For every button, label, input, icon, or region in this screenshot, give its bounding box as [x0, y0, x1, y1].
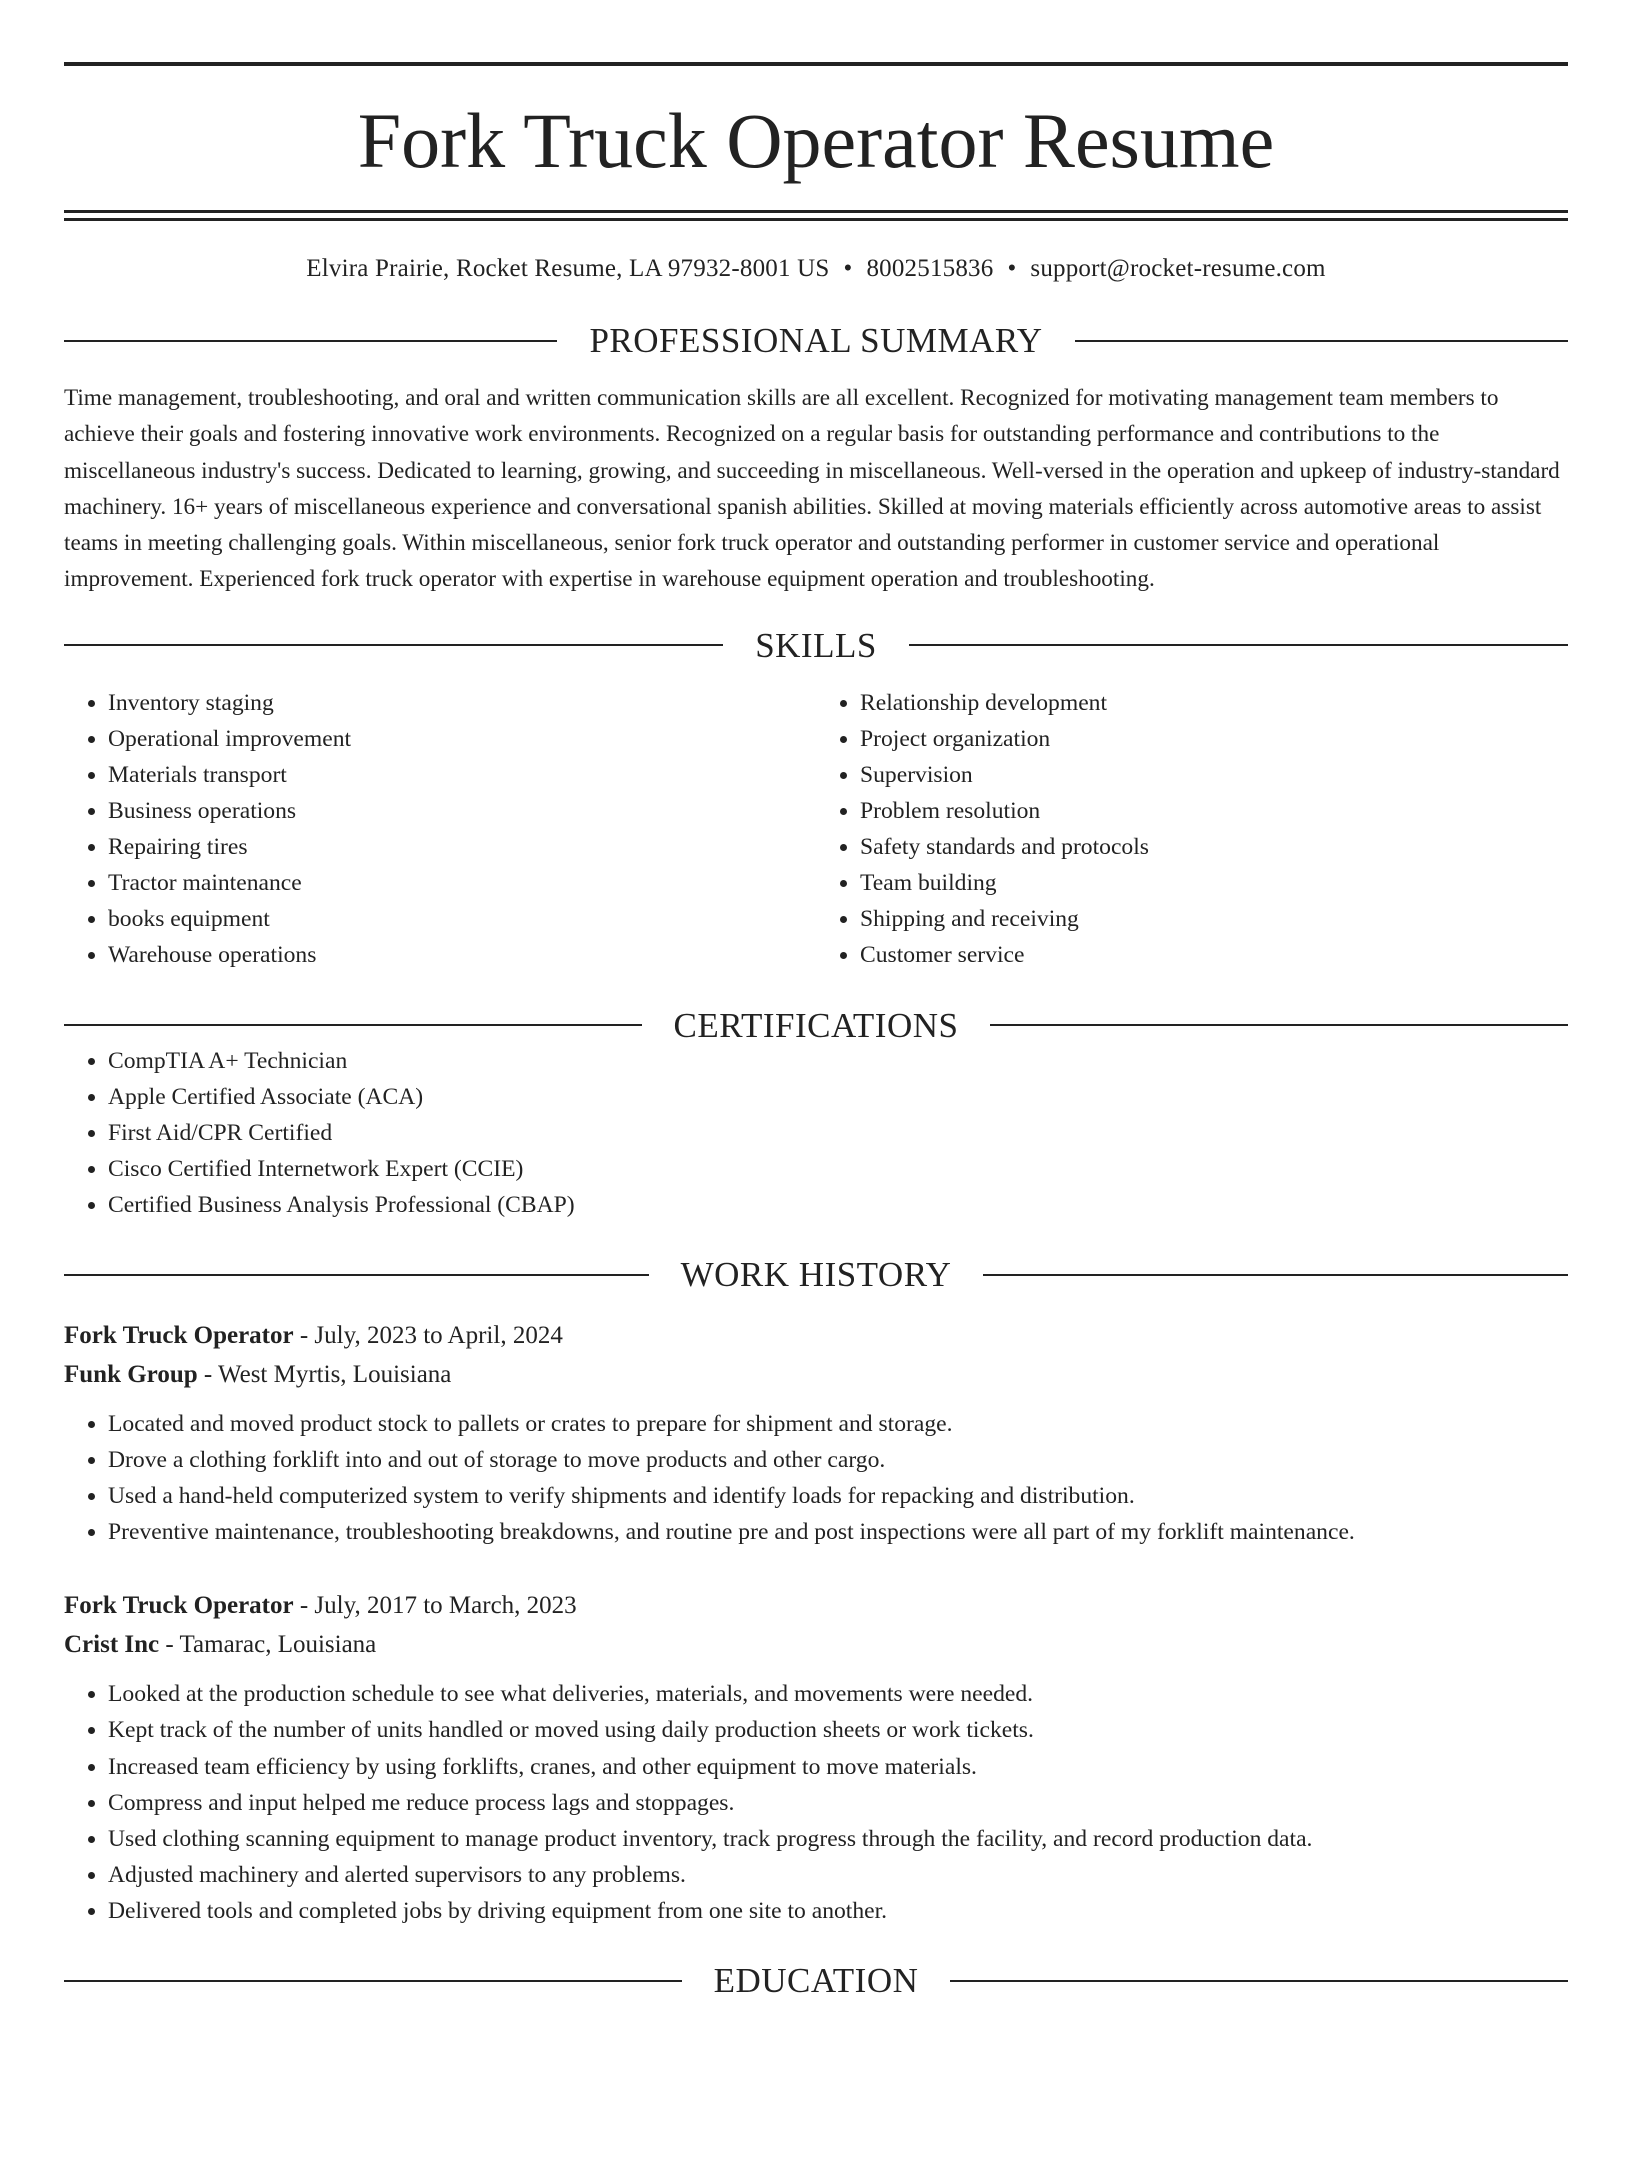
job-location: - Tamarac, Louisiana	[159, 1631, 377, 1659]
list-item: • Customer service	[860, 937, 1568, 973]
list-item: • Kept track of the number of units handled or moved using daily production sheets or work tickets.	[108, 1712, 1568, 1748]
list-item: • Looked at the production schedule to see what deliveries, materials, and movements were needed.	[108, 1676, 1568, 1712]
list-item: • books equipment	[108, 901, 816, 937]
job-company: Crist Inc	[64, 1631, 160, 1659]
contact-separator: •	[843, 255, 853, 282]
job-bullets	[64, 1676, 1568, 1929]
list-item: • Materials transport	[108, 757, 816, 793]
contact-address: Elvira Prairie, Rocket Resume, LA 97932-8001 US	[306, 255, 830, 282]
list-item: • Team building	[860, 865, 1568, 901]
list-item: • Located and moved product stock to pallets or crates to prepare for shipment and storage.	[108, 1406, 1568, 1442]
list-item: • Delivered tools and completed jobs by driving equipment from one site to another.	[108, 1893, 1568, 1929]
job-company-line	[64, 1355, 1568, 1394]
list-item: • Adjusted machinery and alerted supervisors to any problems.	[108, 1857, 1568, 1893]
section-heading-summary	[64, 323, 1568, 358]
resume-title: Fork Truck Operator Resume	[357, 97, 1275, 184]
contact-phone: 8002515836	[866, 255, 994, 282]
section-heading-skills	[64, 625, 1568, 665]
list-item: • Preventive maintenance, troubleshooting breakdowns, and routine pre and post inspections were all part of my forklift maintenance.	[108, 1514, 1568, 1550]
job-dates: - July, 2017 to March, 2023	[293, 1592, 577, 1620]
section-title: PROFESSIONAL SUMMARY	[589, 321, 1043, 360]
job-title: Fork Truck Operator	[64, 1322, 294, 1349]
job-bullets	[64, 1406, 1568, 1550]
list-item: • Business operations	[108, 793, 816, 829]
skills-column-left	[64, 685, 816, 974]
professional-summary: Time management, troubleshooting, and oral and written communication skills are all excellent. Recognized for motivating management team members to achieve their goals and fostering innovative work environments. Recognized on a regular basis for outstanding performance and contributions to the miscellaneous industry's success. Dedicated to learning, growing, and succeeding in miscellaneous. Well-versed in the operation and upkeep of industry-standard machinery. 16+ years of miscellaneous experience and conversational spanish abilities. Skilled at moving materials efficiently across automotive areas to assist teams in meeting challenging goals. Within miscellaneous, senior fork truck operator and outstanding performer in customer service and operational improvement. Experienced fork truck operator with expertise in warehouse equipment operation and troubleshooting.	[64, 385, 1560, 593]
job-location: - West Myrtis, Louisiana	[197, 1361, 452, 1388]
list-item: • Project organization	[860, 721, 1568, 757]
section-title: EDUCATION	[713, 1961, 919, 2001]
list-item: • Cisco Certified Internetwork Expert (CCIE)	[108, 1151, 1568, 1187]
list-item: • First Aid/CPR Certified	[108, 1115, 1568, 1151]
skills-list	[64, 685, 1568, 974]
section-heading-work-history	[64, 1257, 1568, 1292]
resume-page	[0, 62, 1632, 2174]
section-title: CERTIFICATIONS	[673, 1005, 959, 1045]
section-heading-education	[64, 1961, 1568, 2001]
section-title: WORK HISTORY	[680, 1255, 952, 1294]
section-heading-certifications	[64, 1005, 1568, 1045]
list-item: • CompTIA A+ Technician	[108, 1043, 1568, 1079]
list-item: • Relationship development	[860, 685, 1568, 721]
list-item: • Warehouse operations	[108, 937, 816, 973]
list-item: • Tractor maintenance	[108, 865, 816, 901]
list-item: • Shipping and receiving	[860, 901, 1568, 937]
contact-separator: •	[1007, 255, 1017, 282]
job-title-line	[64, 1316, 1568, 1355]
list-item: • Drove a clothing forklift into and out of storage to move products and other cargo.	[108, 1442, 1568, 1478]
contact-line	[64, 255, 1568, 283]
list-item: • Certified Business Analysis Professional (CBAP)	[108, 1187, 1568, 1223]
top-rule	[64, 62, 1568, 66]
job-company: Funk Group	[64, 1361, 198, 1388]
job-dates: - July, 2023 to April, 2024	[293, 1322, 563, 1349]
list-item: • Problem resolution	[860, 793, 1568, 829]
list-item: • Repairing tires	[108, 829, 816, 865]
list-item: • Used a hand-held computerized system to verify shipments and identify loads for repacking and distribution.	[108, 1478, 1568, 1514]
job-title: Fork Truck Operator	[64, 1592, 294, 1620]
contact-email: support@rocket-resume.com	[1030, 255, 1326, 282]
list-item: • Operational improvement	[108, 721, 816, 757]
job-entry	[64, 1586, 1568, 1929]
list-item: • Apple Certified Associate (ACA)	[108, 1079, 1568, 1115]
certifications-list	[64, 1043, 1568, 1223]
list-item: • Inventory staging	[108, 685, 816, 721]
list-item: • Compress and input helped me reduce process lags and stoppages.	[108, 1785, 1568, 1821]
section-title: SKILLS	[755, 625, 877, 665]
title-double-rule	[64, 210, 1568, 221]
job-entry	[64, 1316, 1568, 1550]
list-item: • Increased team efficiency by using forklifts, cranes, and other equipment to move materials.	[108, 1749, 1568, 1785]
skills-column-right	[816, 685, 1568, 974]
job-company-line	[64, 1625, 1568, 1664]
list-item: • Safety standards and protocols	[860, 829, 1568, 865]
list-item: • Supervision	[860, 757, 1568, 793]
list-item: • Used clothing scanning equipment to manage product inventory, track progress through the facility, and record production data.	[108, 1821, 1568, 1857]
job-title-line	[64, 1586, 1568, 1625]
